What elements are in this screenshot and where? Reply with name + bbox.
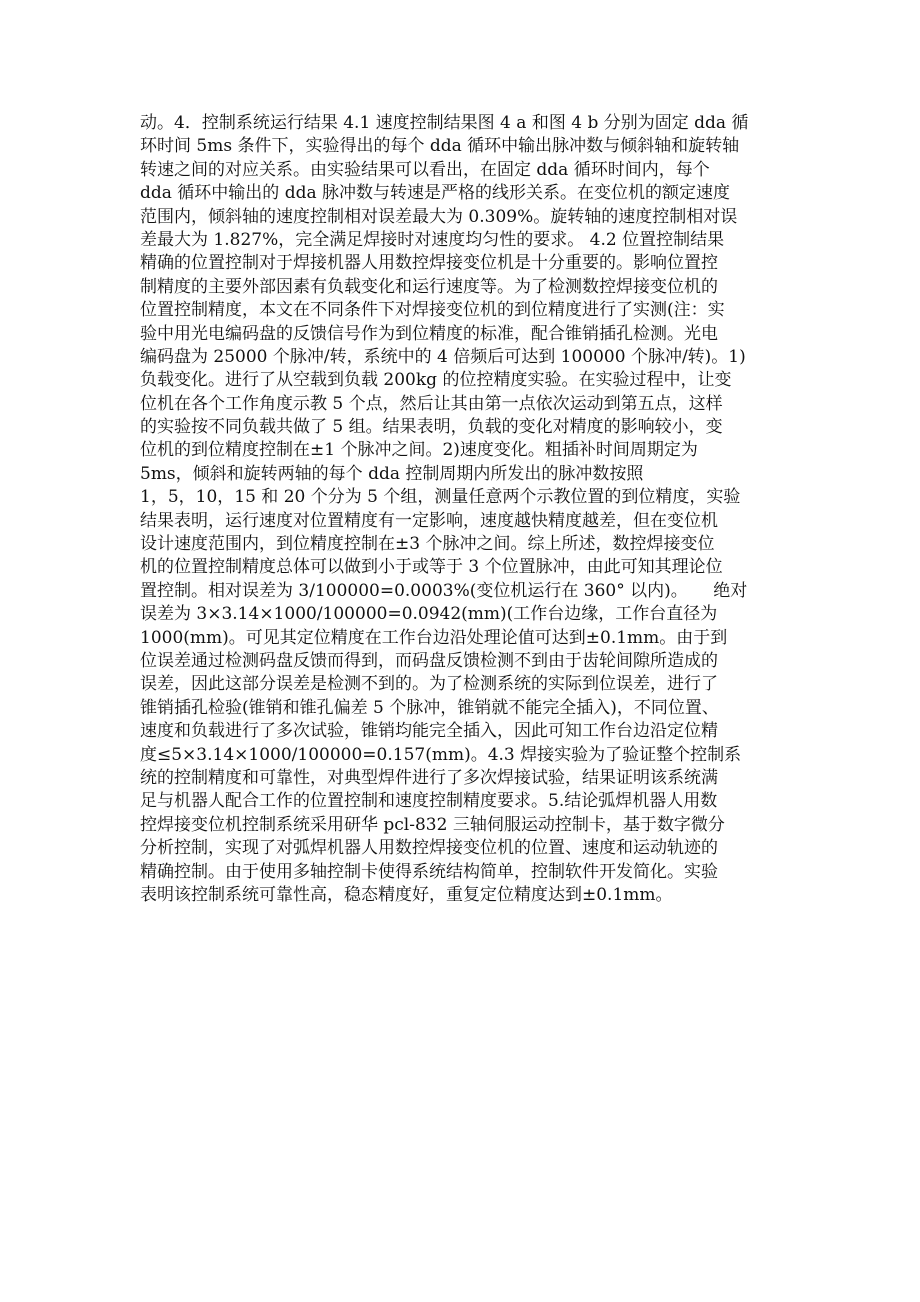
text-line: 统的控制精度和可靠性，对典型焊件进行了多次焊接试验，结果证明该系统满 — [140, 767, 718, 788]
body-text — [140, 112, 780, 907]
text-line: 差最大为 1.827%，完全满足焊接时对速度均匀性的要求。 4.2 位置控制结果 — [140, 229, 725, 250]
text-line: 结果表明，运行速度对位置精度有一定影响，速度越快精度越差，但在变位机 — [140, 510, 718, 531]
text-line: 位机的到位精度控制在±1 个脉冲之间。2)速度变化。粗插补时间周期定为 — [140, 440, 698, 461]
text-line: 制精度的主要外部因素有负载变化和运行速度等。为了检测数控焊接变位机的 — [140, 276, 718, 297]
text-line: 误差，因此这部分误差是检测不到的。为了检测系统的实际到位误差，进行了 — [140, 674, 718, 695]
text-line: 误差为 3×3.14×1000/100000=0.0942(mm)(工作台边缘，工作台直径为 — [140, 604, 718, 625]
text-line: 环时间 5ms 条件下，实验得出的每个 dda 循环中输出脉冲数与倾斜轴和旋转轴 — [140, 136, 740, 157]
text-line: 控焊接变位机控制系统采用研华 pcl-832 三轴伺服运动控制卡，基于数字微分 — [140, 814, 725, 835]
text-line: 的实验按不同负载共做了 5 组。结果表明，负载的变化对精度的影响较小，变 — [140, 417, 723, 438]
text-line: 位置控制精度，本文在不同条件下对焊接变位机的到位精度进行了实测(注：实 — [140, 300, 725, 321]
text-line: 速度和负载进行了多次试验，锥销均能完全插入，因此可知工作台边沿定位精 — [140, 721, 718, 742]
text-line: 表明该控制系统可靠性高，稳态精度好，重复定位精度达到±0.1mm。 — [140, 884, 673, 905]
text-line: 动。4．控制系统运行结果 4.1 速度控制结果图 4 a 和图 4 b 分别为固定 dda 循 — [140, 113, 749, 133]
text-line: 负载变化。进行了从空载到负载 200kg 的位控精度实验。在实验过程中，让变 — [140, 370, 732, 391]
text-line: dda 循环中输出的 dda 脉冲数与转速是严格的线形关系。在变位机的额定速度 — [140, 183, 731, 204]
text-line: 精确控制。由于使用多轴控制卡使得系统结构简单，控制软件开发简化。实验 — [140, 861, 718, 882]
text-line: 设计速度范围内，到位精度控制在±3 个脉冲之间。综上所述，数控焊接变位 — [140, 534, 715, 555]
text-line: 范围内，倾斜轴的速度控制相对误差最大为 0.309%。旋转轴的速度控制相对误 — [140, 206, 738, 227]
text-line: 位机在各个工作角度示教 5 个点，然后让其由第一点依次运动到第五点，这样 — [140, 393, 723, 414]
text-line: 足与机器人配合工作的位置控制和速度控制精度要求。5.结论弧焊机器人用数 — [140, 791, 718, 812]
text-line: 5ms，倾斜和旋转两轴的每个 dda 控制周期内所发出的脉冲数按照 — [140, 463, 644, 484]
text-line: 机的位置控制精度总体可以做到小于或等于 3 个位置脉冲，由此可知其理论位 — [140, 557, 723, 578]
text-line: 位误差通过检测码盘反馈而得到，而码盘反馈检测不到由于齿轮间隙所造成的 — [140, 650, 718, 671]
text-line: 精确的位置控制对于焊接机器人用数控焊接变位机是十分重要的。影响位置控 — [140, 253, 718, 274]
text-line: 转速之间的对应关系。由实验结果可以看出，在固定 dda 循环时间内，每个 — [140, 159, 710, 180]
text-line: 1000(mm)。可见其定位精度在工作台边沿处理论值可达到±0.1mm。由于到 — [140, 627, 728, 648]
text-line: 编码盘为 25000 个脉冲/转，系统中的 4 倍频后可达到 100000 个脉冲/转)。1) — [140, 346, 746, 367]
text-line: 分析控制，实现了对弧焊机器人用数控焊接变位机的位置、速度和运动轨迹的 — [140, 838, 718, 859]
text-line: 1，5，10，15 和 20 个分为 5 个组，测量任意两个示教位置的到位精度，实验 — [140, 487, 741, 508]
text-line: 度≤5×3.14×1000/100000=0.157(mm)。4.3 焊接实验为了验证整个控制系 — [140, 744, 742, 765]
text-line: 置控制。相对误差为 3/100000=0.0003%(变位机运行在 360° 以内)。 绝对 — [140, 580, 748, 601]
text-line: 验中用光电编码盘的反馈信号作为到位精度的标准，配合锥销插孔检测。光电 — [140, 323, 718, 344]
text-line: 锥销插孔检验(锥销和锥孔偏差 5 个脉冲，锥销就不能完全插入)，不同位置、 — [140, 697, 719, 718]
